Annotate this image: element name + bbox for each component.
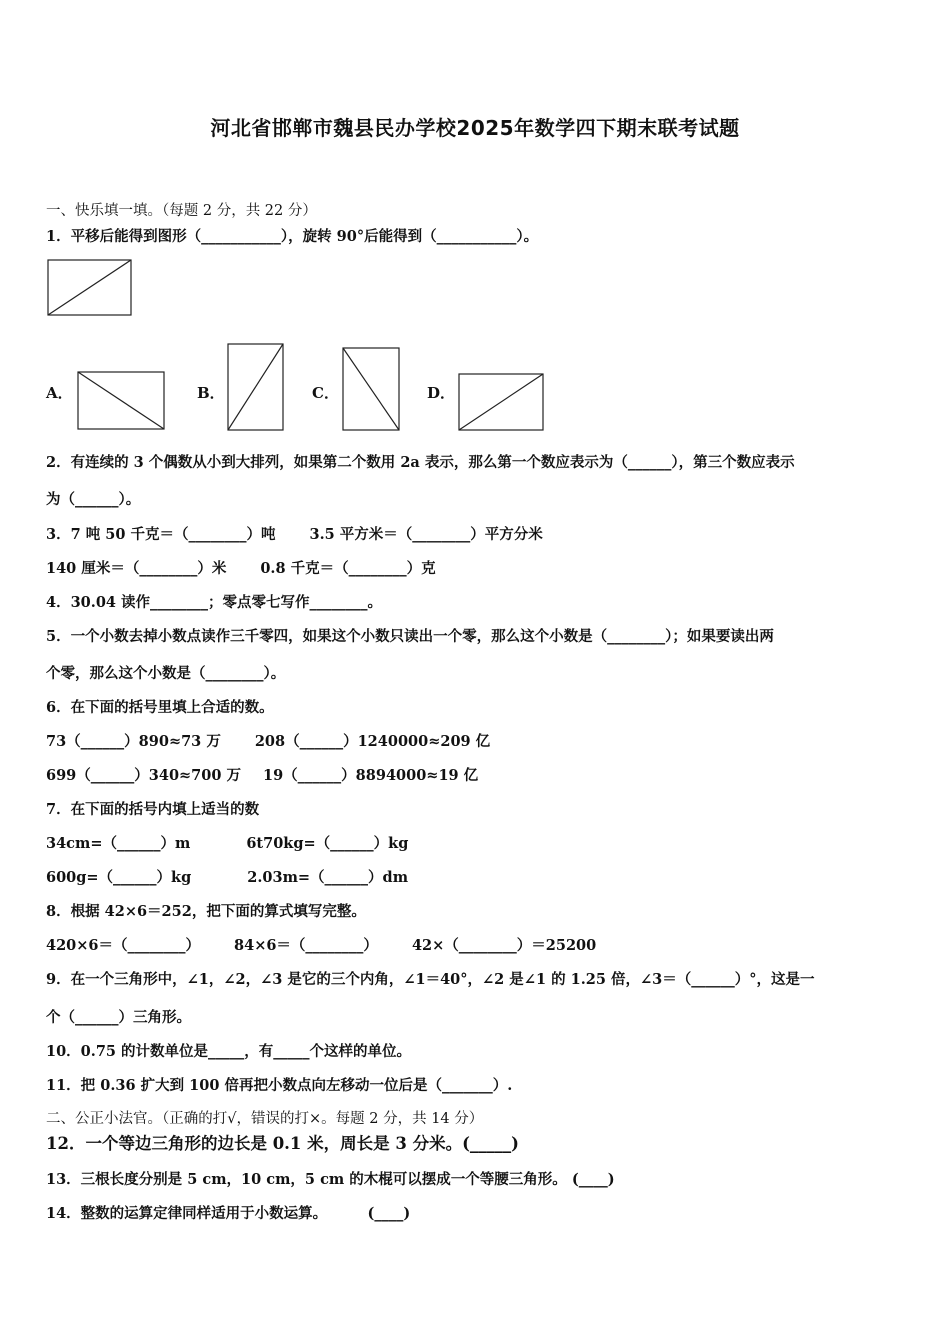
- q6-part-b: 208（______）1240000≈209 亿: [254, 733, 491, 750]
- question-8: 8．根据 42×6＝252，把下面的算式填写完整。: [46, 903, 366, 920]
- section-2-heading: 二、公正小法官。（正确的打√，错误的打×。每题 2 分，共 14 分）: [46, 1111, 484, 1127]
- question-6-row-1: [46, 732, 490, 752]
- question-6-row-2: [46, 766, 478, 786]
- question-2-line-1: 2．有连续的 3 个偶数从小到大排列，如果第二个数用 2a 表示，那么第一个数应表示为（______），第三个数应表示: [46, 454, 795, 471]
- question-7: 7．在下面的括号内填上适当的数: [46, 801, 260, 818]
- q8-part-c: 42×（________）＝25200: [411, 937, 597, 954]
- q6-part-a: 73（______）890≈73 万: [46, 733, 221, 750]
- question-12: 12．一个等边三角形的边长是 0.1 米，周长是 3 分米。(_____): [46, 1134, 519, 1153]
- page-title: 河北省邯郸市魏县民办学校2025年数学四下期末联考试题: [210, 116, 740, 140]
- q1-source-figure: [47, 259, 133, 317]
- option-c-figure: [342, 347, 401, 432]
- question-3-row-2: [46, 559, 436, 579]
- question-9-line-1: 9．在一个三角形中，∠1，∠2，∠3 是它的三个内角，∠1＝40°，∠2 是∠1 的 1.25 倍，∠3＝（______）°，这是一: [46, 971, 815, 988]
- q7-part-a: 34cm=（______）m: [46, 835, 191, 852]
- question-14: 14．整数的运算定律同样适用于小数运算。 (____): [46, 1205, 411, 1222]
- question-9-line-2: 个（______）三角形。: [46, 1009, 191, 1026]
- q6-part-c: 699（______）340≈700 万: [46, 767, 241, 784]
- option-c-label: C．: [312, 384, 339, 402]
- q8-part-b: 84×6＝（________）: [234, 937, 378, 954]
- q7-part-d: 2.03m=（______）dm: [247, 869, 409, 886]
- q7-part-c: 600g=（______）kg: [46, 869, 192, 886]
- option-a-figure: [77, 371, 166, 431]
- q6-part-d: 19（______）8894000≈19 亿: [263, 767, 479, 784]
- option-d-label: D．: [427, 384, 456, 402]
- q3-part-c: 140 厘米＝（________）米: [46, 560, 227, 577]
- option-b-label: B．: [197, 384, 225, 402]
- question-2-line-2: 为（______）。: [46, 491, 141, 508]
- q7-part-b: 6t70kg=（______）kg: [246, 835, 409, 852]
- section-1-heading: 一、快乐填一填。（每题 2 分，共 22 分）: [46, 203, 317, 219]
- q8-part-a: 420×6＝（________）: [46, 937, 201, 954]
- question-11: 11．把 0.36 扩大到 100 倍再把小数点向左移动一位后是（_______）.: [46, 1077, 513, 1094]
- question-5-line-2: 个零，那么这个小数是（________）。: [46, 665, 286, 682]
- question-10: 10．0.75 的计数单位是_____，有_____个这样的单位。: [46, 1043, 412, 1060]
- question-5-line-1: 5．一个小数去掉小数点读作三千零四，如果这个小数只读出一个零，那么这个小数是（________）；如果要读出两: [46, 628, 774, 645]
- option-b-figure: [227, 343, 285, 432]
- question-3-row-1: [46, 525, 543, 545]
- question-6: 6．在下面的括号里填上合适的数。: [46, 699, 274, 716]
- question-7-row-1: [46, 834, 408, 854]
- q3-part-d: 0.8 千克＝（________）克: [260, 560, 436, 577]
- option-d-figure: [458, 373, 545, 432]
- option-a-label: A．: [46, 384, 73, 402]
- q3-part-a: 3．7 吨 50 千克＝（________）吨: [46, 526, 276, 543]
- question-13: 13．三根长度分别是 5 cm，10 cm，5 cm 的木棍可以摆成一个等腰三角形。 (____): [46, 1171, 615, 1188]
- question-8-row: [46, 936, 596, 956]
- question-1: 1．平移后能得到图形（___________），旋转 90°后能得到（___________）。: [46, 228, 539, 245]
- question-7-row-2: [46, 868, 408, 888]
- question-4: 4．30.04 读作________；零点零七写作________。: [46, 594, 383, 611]
- q3-part-b: 3.5 平方米＝（________）平方分米: [309, 526, 543, 543]
